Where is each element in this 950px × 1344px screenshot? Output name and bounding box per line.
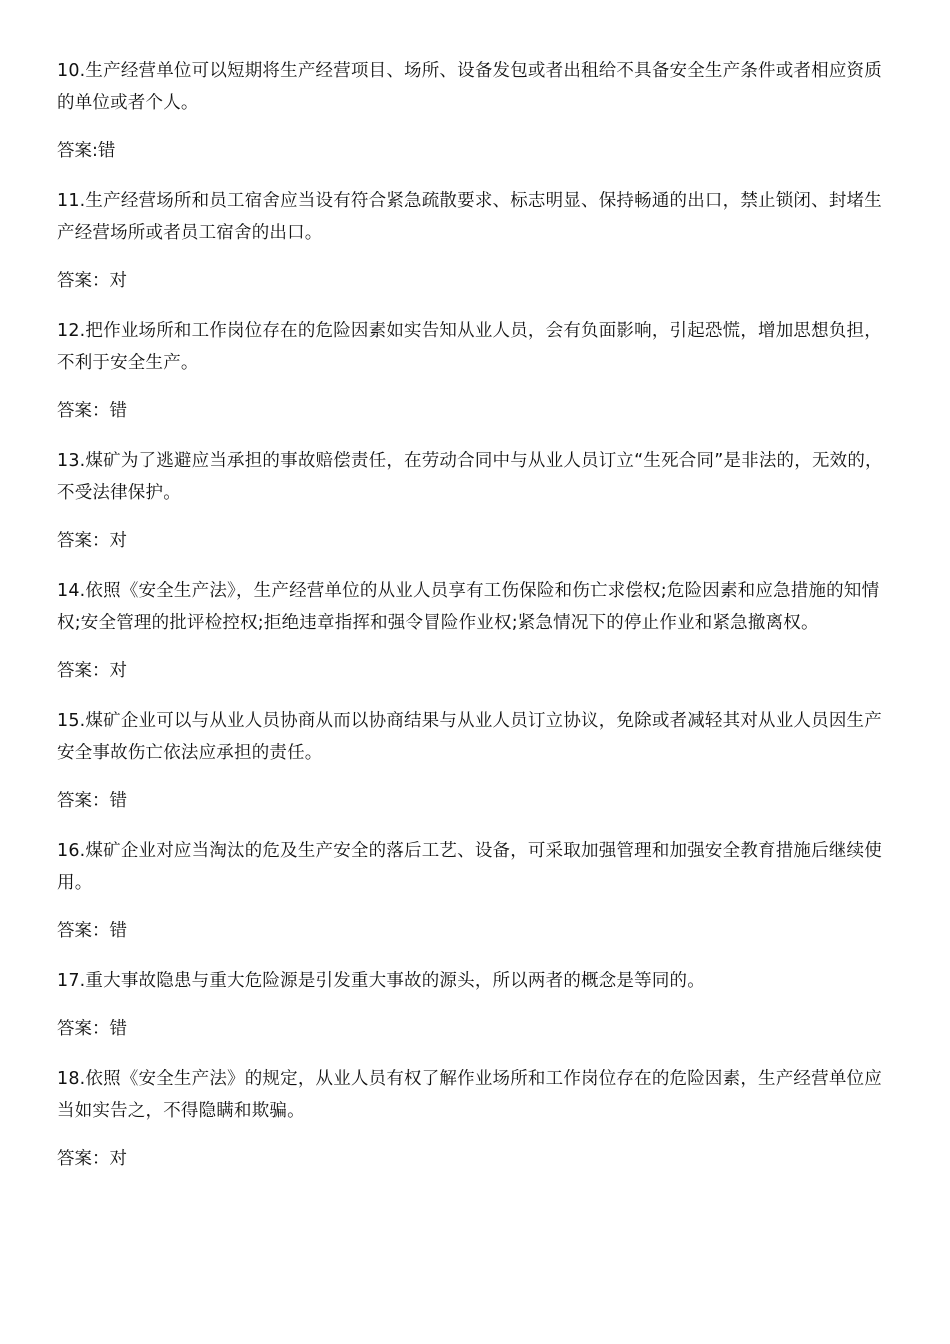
- answer-18: 答案：对: [57, 1149, 127, 1169]
- question-16: 16.煤矿企业对应当淘汰的危及生产安全的落后工艺、设备，可采取加强管理和加强安全教育措施后继续使用。: [57, 841, 882, 893]
- answer-12: 答案：错: [57, 401, 127, 421]
- question-13: 13.煤矿为了逃避应当承担的事故赔偿责任，在劳动合同中与从业人员订立“生死合同”是非法的，无效的，不受法律保护。: [57, 451, 883, 503]
- answer-16: 答案：错: [57, 921, 127, 941]
- document-body: [57, 55, 897, 1175]
- question-18: 18.依照《安全生产法》的规定，从业人员有权了解作业场所和工作岗位存在的危险因素，生产经营单位应当如实告之，不得隐瞒和欺骗。: [57, 1069, 882, 1121]
- question-12: 12.把作业场所和工作岗位存在的危险因素如实告知从业人员，会有负面影响，引起恐慌，增加思想负担，不利于安全生产。: [57, 321, 882, 373]
- answer-15: 答案：错: [57, 791, 127, 811]
- answer-17: 答案：错: [57, 1019, 127, 1039]
- question-11: 11.生产经营场所和员工宿舍应当设有符合紧急疏散要求、标志明显、保持畅通的出口，禁止锁闭、封堵生产经营场所或者员工宿舍的出口。: [57, 191, 882, 243]
- question-14: 14.依照《安全生产法》，生产经营单位的从业人员享有工伤保险和伤亡求偿权;危险因素和应急措施的知情权;安全管理的批评检控权;拒绝违章指挥和强令冒险作业权;紧急情况下的停止作业和紧急撤离权。: [57, 581, 880, 633]
- answer-11: 答案：对: [57, 271, 127, 291]
- question-10: 10.生产经营单位可以短期将生产经营项目、场所、设备发包或者出租给不具备安全生产条件或者相应资质的单位或者个人。: [57, 61, 882, 113]
- answer-13: 答案：对: [57, 531, 127, 551]
- question-17: 17.重大事故隐患与重大危险源是引发重大事故的源头，所以两者的概念是等同的。: [57, 971, 705, 991]
- answer-14: 答案：对: [57, 661, 127, 681]
- answer-10: 答案:错: [57, 141, 116, 161]
- question-15: 15.煤矿企业可以与从业人员协商从而以协商结果与从业人员订立协议，免除或者减轻其对从业人员因生产安全事故伤亡依法应承担的责任。: [57, 711, 882, 763]
